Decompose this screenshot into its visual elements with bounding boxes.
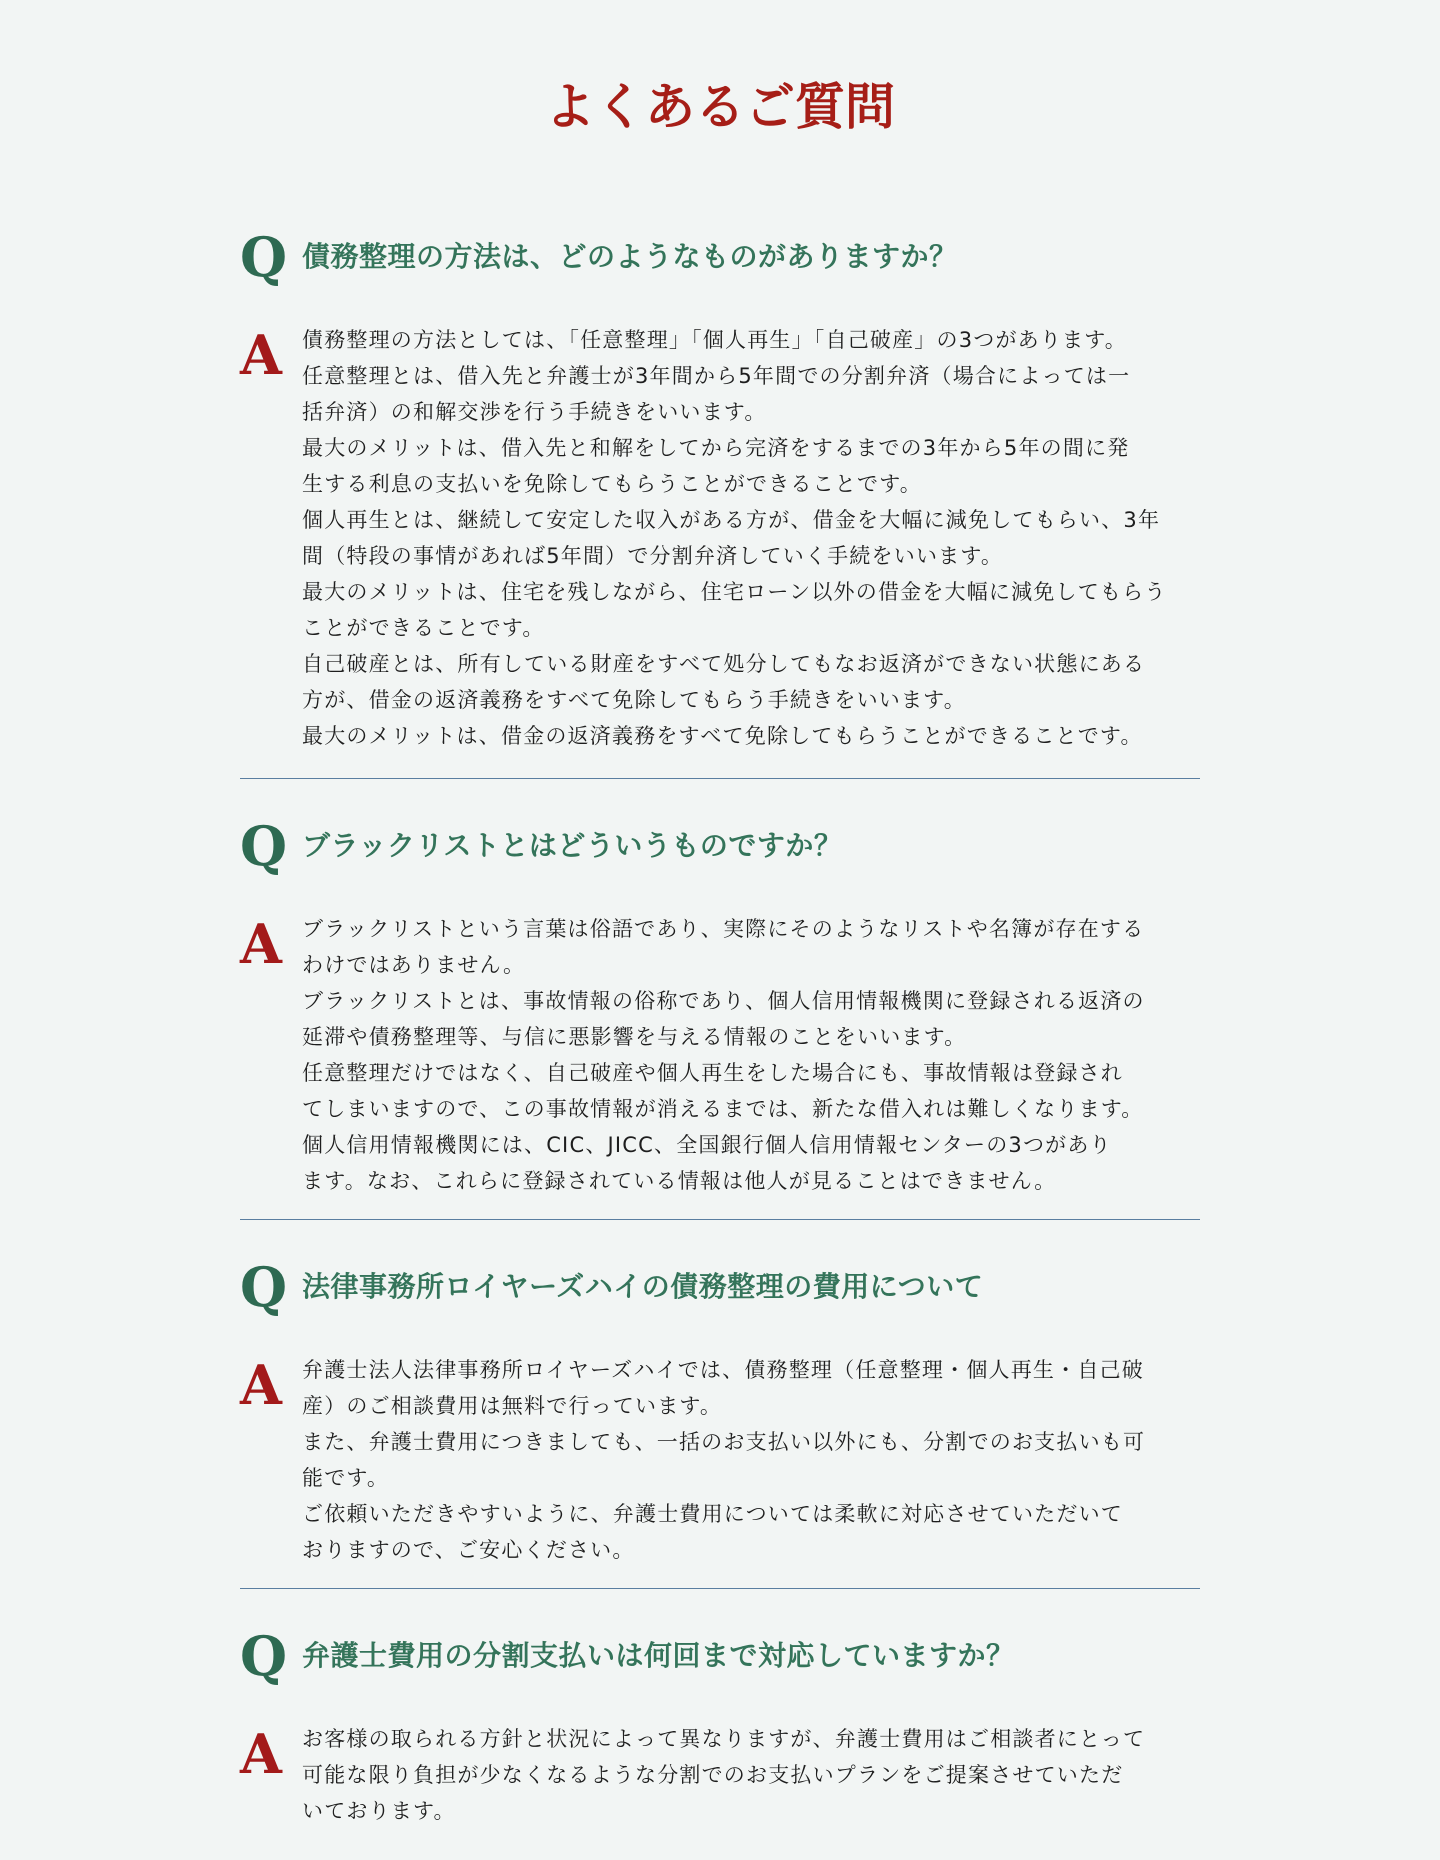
answer-line: 弁護士法人法律事務所ロイヤーズハイでは、債務整理（任意整理・個人再生・自己破: [302, 1358, 1144, 1382]
question-text: 弁護士費用の分割支払いは何回まで対応していますか？: [302, 1639, 1015, 1672]
answer-line: 債務整理の方法としては、「任意整理」「個人再生」「自己破産」の3つがあります。: [302, 328, 1127, 352]
answer-line: ブラックリストとは、事故情報の俗称であり、個人信用情報機関に登録される返済の: [302, 989, 1145, 1013]
question-row: [240, 1621, 1200, 1691]
question-text: 法律事務所ロイヤーズハイの債務整理の費用について: [302, 1270, 984, 1303]
answer-line: 最大のメリットは、借金の返済義務をすべて免除してもらうことができることです。: [302, 724, 1143, 748]
answer-row: [240, 1721, 1200, 1829]
answer-line: 産）のご相談費用は無料で行っています。: [302, 1394, 723, 1418]
answer-line: 延滞や債務整理等、与信に悪影響を与える情報のことをいいます。: [302, 1025, 967, 1049]
answer-line: いております。: [302, 1799, 456, 1823]
answer-row: [240, 1352, 1200, 1568]
question-text: ブラックリストとはどういうものですか？: [302, 829, 843, 862]
question-marker: Q: [240, 814, 288, 878]
answer-line: 可能な限り負担が少なくなるような分割でのお支払いプランをご提案させていただ: [302, 1763, 1124, 1787]
answer-row: [240, 911, 1200, 1199]
answer-line: おりますので、ご安心ください。: [302, 1538, 635, 1562]
answer-line: 個人再生とは、継続して安定した収入がある方が、借金を大幅に減免してもらい、3年: [302, 508, 1161, 532]
answer-line: てしまいますので、この事故情報が消えるまでは、新たな借入れは難しくなります。: [302, 1097, 1144, 1121]
answer-marker: A: [240, 1722, 282, 1786]
answer-line: 最大のメリットは、住宅を残しながら、住宅ローン以外の借金を大幅に減免してもらう: [302, 580, 1167, 604]
faq-item: [240, 811, 1200, 1220]
answer-line: 任意整理だけではなく、自己破産や個人再生をした場合にも、事故情報は登録され: [302, 1061, 1123, 1085]
answer-row: [240, 322, 1200, 754]
answer-line: 生する利息の支払いを免除してもらうことができることです。: [302, 472, 922, 496]
answer-text: [302, 1352, 1200, 1568]
question-row: [240, 811, 1200, 881]
question-marker: Q: [240, 1255, 288, 1319]
question-marker: Q: [240, 225, 288, 289]
question-marker: Q: [240, 1624, 288, 1688]
answer-line: 自己破産とは、所有している財産をすべて処分してもなお返済ができない状態にある: [302, 652, 1146, 676]
answer-line: ことができることです。: [302, 616, 545, 640]
question-row: [240, 222, 1200, 292]
answer-marker: A: [240, 323, 282, 387]
answer-text: [302, 911, 1200, 1199]
answer-line: 間（特段の事情があれば5年間）で分割弁済していく手続をいいます。: [302, 544, 1004, 568]
answer-line: ご依頼いただきやすいように、弁護士費用については柔軟に対応させていただいて: [302, 1502, 1123, 1526]
answer-marker: A: [240, 1353, 282, 1417]
answer-line: ます。なお、これらに登録されている情報は他人が見ることはできません。: [302, 1169, 1057, 1193]
faq-item: [240, 1252, 1200, 1589]
answer-line: 任意整理とは、借入先と弁護士が3年間から5年間での分割弁済（場合によっては一: [302, 364, 1131, 388]
answer-line: お客様の取られる方針と状況によって異なりますが、弁護士費用はご相談者にとって: [302, 1727, 1146, 1751]
answer-marker: A: [240, 912, 282, 976]
answer-line: 最大のメリットは、借入先と和解をしてから完済をするまでの3年から5年の間に発: [302, 436, 1130, 460]
answer-text: [302, 1721, 1200, 1829]
answer-line: 括弁済）の和解交渉を行う手続きをいいます。: [302, 400, 767, 424]
answer-line: ブラックリストという言葉は俗語であり、実際にそのようなリストや名簿が存在する: [302, 917, 1145, 941]
answer-line: 能です。: [302, 1466, 390, 1490]
page-title: よくあるご質問: [545, 77, 895, 136]
faq-list: [240, 222, 1200, 1829]
question-text: 債務整理の方法は、どのようなものがありますか？: [302, 240, 958, 273]
question-row: [240, 1252, 1200, 1322]
answer-text: [302, 322, 1200, 754]
answer-line: わけではありません。: [302, 953, 526, 977]
answer-line: また、弁護士費用につきましても、一括のお支払い以外にも、分割でのお支払いも可: [302, 1430, 1146, 1454]
answer-line: 個人信用情報機関には、CIC、JICC、全国銀行個人信用情報センターの3つがあり: [302, 1133, 1112, 1157]
faq-item: [240, 222, 1200, 779]
faq-item: [240, 1621, 1200, 1829]
answer-line: 方が、借金の返済義務をすべて免除してもらう手続きをいいます。: [302, 688, 966, 712]
